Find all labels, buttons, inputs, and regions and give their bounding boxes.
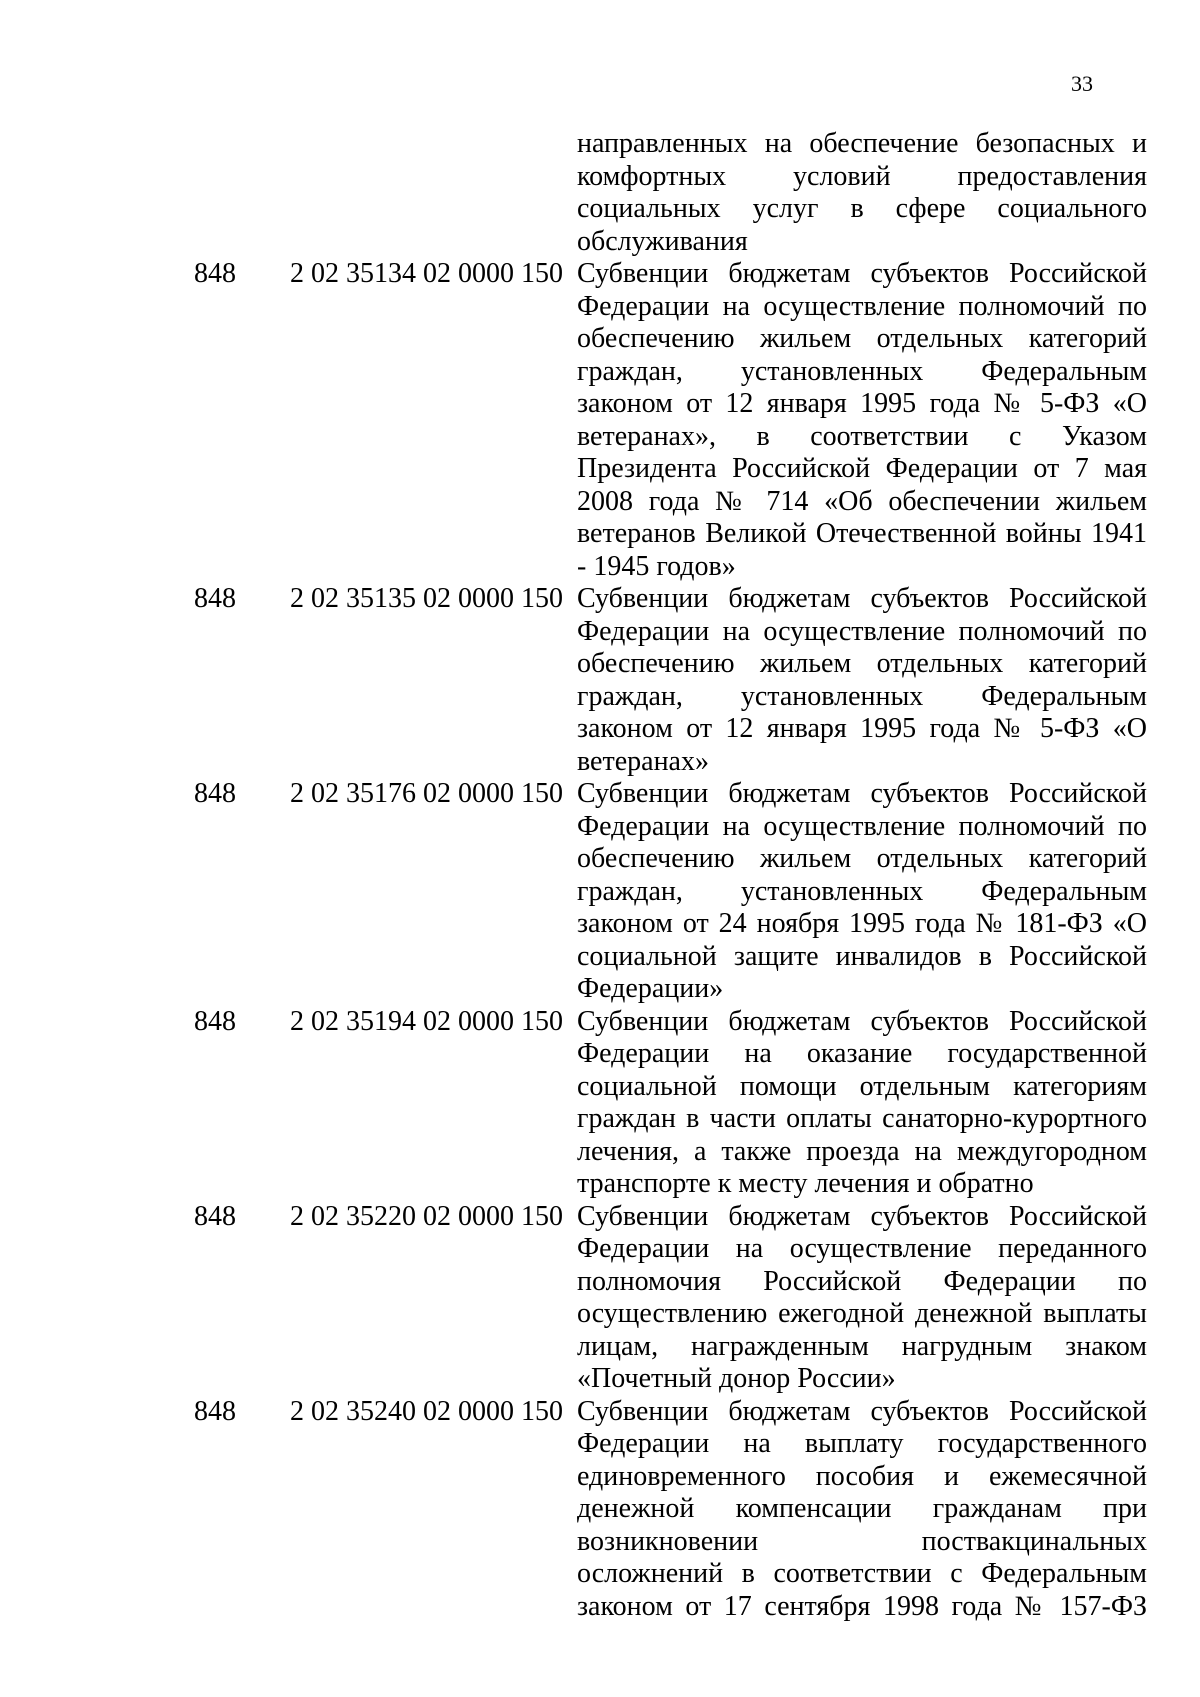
description-line: Федерации на оказание государственной	[577, 1038, 1147, 1069]
description-line: «Почетный донор России»	[577, 1363, 896, 1394]
description-line: транспорте к месту лечения и обратно	[577, 1168, 1034, 1199]
table-row	[0, 1396, 1200, 1624]
description-line: возникновении поствакцинальных	[577, 1525, 1147, 1557]
admin-code: 848	[194, 583, 236, 614]
budget-classification-code: 2 02 35194 02 0000 150	[290, 1005, 563, 1037]
description-line: лицам, награжденным нагрудным знаком	[577, 1330, 1147, 1362]
continuation-entry	[0, 128, 1200, 258]
description-line: граждан, установленных Федеральным	[577, 875, 1147, 907]
table-row	[0, 583, 1200, 778]
description-line: Президента Российской Федерации от 7 мая	[577, 453, 1147, 484]
budget-classification-code: 2 02 35176 02 0000 150	[290, 778, 563, 809]
table-row	[0, 778, 1200, 1006]
description-line: Субвенции бюджетам субъектов Российской	[577, 778, 1147, 809]
description-line: граждан в части оплаты санаторно-курортного	[577, 1103, 1147, 1134]
description-line: законом от 12 января 1995 года № 5-ФЗ «О	[577, 713, 1147, 744]
description-line: законом от 17 сентября 1998 года № 157-ФЗ	[577, 1590, 1147, 1622]
budget-classification-code: 2 02 35220 02 0000 150	[290, 1200, 563, 1232]
description-line: направленных на обеспечение безопасных и	[577, 128, 1147, 159]
description-line: ветеранах»	[577, 745, 709, 777]
description-line: Федерации на осуществление полномочий по	[577, 615, 1147, 647]
description-line: социальной помощи отдельным категориям	[577, 1070, 1147, 1102]
description-line: обслуживания	[577, 225, 748, 257]
admin-code: 848	[194, 258, 236, 289]
description-line: Федерации на осуществление полномочий по	[577, 290, 1147, 322]
description-line: обеспечению жильем отдельных категорий	[577, 843, 1147, 874]
description-line: осложнений в соответствии с Федеральным	[577, 1558, 1147, 1589]
admin-code: 848	[194, 778, 236, 809]
description-line: осуществлению ежегодной денежной выплаты	[577, 1298, 1147, 1329]
budget-classification-code: 2 02 35135 02 0000 150	[290, 583, 563, 614]
description-line: Субвенции бюджетам субъектов Российской	[577, 583, 1147, 614]
description-line: Субвенции бюджетам субъектов Российской	[577, 258, 1147, 289]
entry-description	[577, 583, 1147, 778]
description-line: лечения, а также проезда на междугородном	[577, 1135, 1147, 1167]
table-row	[0, 258, 1200, 583]
description-line: ветеранах», в соответствии с Указом	[577, 420, 1147, 452]
entry-description	[577, 128, 1147, 258]
budget-code-table	[0, 128, 1200, 1623]
description-line: Субвенции бюджетам субъектов Российской	[577, 1200, 1147, 1232]
description-line: обеспечению жильем отдельных категорий	[577, 648, 1147, 679]
description-line: социальной защите инвалидов в Российской	[577, 940, 1147, 972]
entry-description	[577, 778, 1147, 1006]
table-row	[0, 1201, 1200, 1396]
description-line: Федерации на осуществление переданного	[577, 1233, 1147, 1264]
entry-description	[577, 1201, 1147, 1396]
description-line: полномочия Российской Федерации по	[577, 1265, 1147, 1297]
description-line: Федерации»	[577, 973, 724, 1004]
admin-code: 848	[194, 1395, 236, 1427]
description-line: комфортных условий предоставления	[577, 160, 1147, 192]
description-line: денежной компенсации гражданам при	[577, 1493, 1147, 1524]
description-line: граждан, установленных Федеральным	[577, 355, 1147, 387]
budget-classification-code: 2 02 35240 02 0000 150	[290, 1395, 563, 1427]
description-line: граждан, установленных Федеральным	[577, 680, 1147, 712]
table-row	[0, 1006, 1200, 1201]
description-line: Субвенции бюджетам субъектов Российской	[577, 1005, 1147, 1037]
description-line: обеспечению жильем отдельных категорий	[577, 323, 1147, 354]
description-line: законом от 24 ноября 1995 года № 181-ФЗ «О	[577, 908, 1147, 939]
entry-description	[577, 1006, 1147, 1201]
description-line: Субвенции бюджетам субъектов Российской	[577, 1395, 1147, 1427]
description-line: единовременного пособия и ежемесячной	[577, 1460, 1147, 1492]
budget-classification-code: 2 02 35134 02 0000 150	[290, 258, 563, 289]
description-line: 2008 года № 714 «Об обеспечении жильем	[577, 485, 1147, 517]
admin-code: 848	[194, 1005, 236, 1037]
description-line: Федерации на выплату государственного	[577, 1428, 1147, 1459]
entry-description	[577, 258, 1147, 583]
description-line: - 1945 годов»	[577, 550, 736, 582]
description-line: законом от 12 января 1995 года № 5-ФЗ «О	[577, 388, 1147, 419]
description-line: социальных услуг в сфере социального	[577, 193, 1147, 224]
admin-code: 848	[194, 1200, 236, 1232]
description-line: Федерации на осуществление полномочий по	[577, 810, 1147, 842]
description-line: ветеранов Великой Отечественной войны 1941	[577, 518, 1147, 549]
page-number: 33	[1071, 71, 1093, 96]
entry-description	[577, 1396, 1147, 1624]
